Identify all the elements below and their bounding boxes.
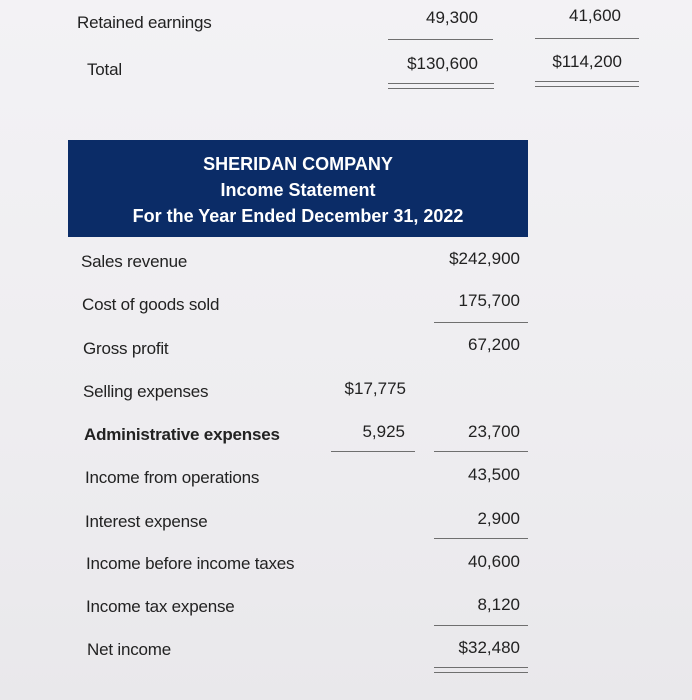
net-income-amount: $32,480 <box>458 638 520 657</box>
income-before-taxes-label: Income before income taxes <box>86 554 295 573</box>
statement-period: For the Year Ended December 31, 2022 <box>132 206 464 226</box>
underline-interest <box>434 538 528 539</box>
gross-profit-amount: 67,200 <box>468 335 520 354</box>
admin-expenses-label: Administrative expenses <box>84 425 280 444</box>
retained-earnings-col1: 49,300 <box>426 8 478 27</box>
underline-cogs <box>434 322 528 323</box>
total-col1: $130,600 <box>407 54 478 73</box>
cogs-amount: 175,700 <box>458 291 520 310</box>
double-underline-col2 <box>535 81 639 87</box>
retained-earnings-label: Retained earnings <box>77 13 212 32</box>
statement-title: Income Statement <box>220 180 376 200</box>
selling-expenses-amount: $17,775 <box>344 379 406 398</box>
total-operating-expenses: 23,700 <box>468 422 520 441</box>
cogs-label: Cost of goods sold <box>82 295 220 314</box>
interest-expense-amount: 2,900 <box>477 509 520 528</box>
underline-col2 <box>535 38 639 39</box>
sales-revenue-amount: $242,900 <box>449 249 520 268</box>
underline-opex <box>434 451 528 452</box>
income-tax-expense-label: Income tax expense <box>86 597 235 616</box>
selling-expenses-label: Selling expenses <box>83 382 209 401</box>
company-name: SHERIDAN COMPANY <box>203 154 393 174</box>
interest-expense-label: Interest expense <box>85 512 208 531</box>
admin-expenses-sub: 5,925 <box>362 422 405 441</box>
income-tax-expense-amount: 8,120 <box>477 595 520 614</box>
total-col2: $114,200 <box>552 52 622 71</box>
income-from-operations-label: Income from operations <box>85 468 260 487</box>
income-statement-header <box>68 140 528 237</box>
income-before-taxes-amount: 40,600 <box>468 552 520 571</box>
double-underline-col1 <box>388 83 494 89</box>
sales-revenue-label: Sales revenue <box>81 252 188 271</box>
underline-admin-sub <box>331 451 415 452</box>
income-from-operations-amount: 43,500 <box>468 465 520 484</box>
gross-profit-label: Gross profit <box>83 339 169 358</box>
underline-tax <box>434 625 528 626</box>
retained-earnings-col2: 41,600 <box>569 6 621 25</box>
double-underline-net-income <box>434 667 528 673</box>
underline-col1 <box>388 39 493 40</box>
net-income-label: Net income <box>87 640 171 659</box>
total-label: Total <box>87 60 122 79</box>
